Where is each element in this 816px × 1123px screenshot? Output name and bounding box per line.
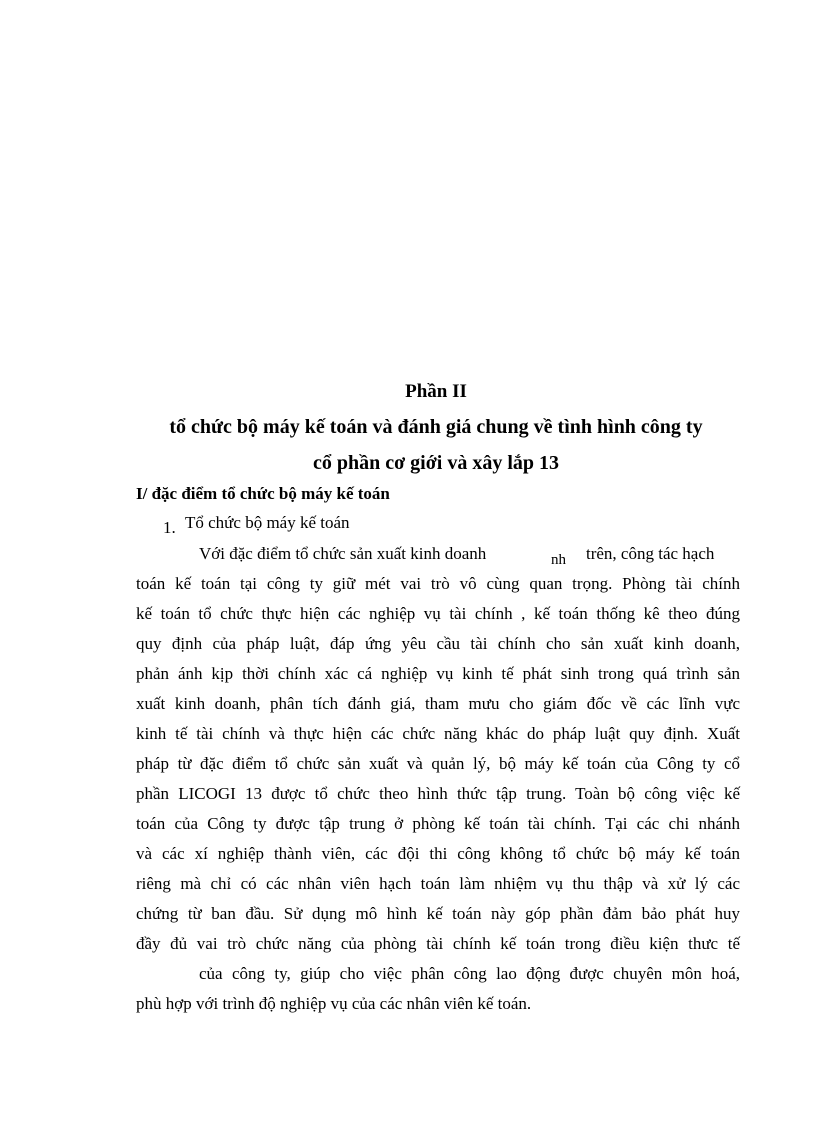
paragraph-line: Với đặc điểm tổ chức sản xuất kinh doanh — [199, 544, 487, 563]
main-title-line-2: cổ phần cơ giới và xây lắp 13 — [312, 452, 560, 474]
paragraph-line: riêng mà chỉ có các nhân viên hạch toán làm nhiệm vụ thu thập và xử lý các — [136, 874, 740, 893]
paragraph-line: và các xí nghiệp thành viên, các đội thi công không tổ chức bộ máy kế toán — [136, 844, 740, 863]
paragraph-line: quy định của pháp luật, đáp ứng yêu cầu tài chính cho sản xuất kinh doanh, — [136, 634, 740, 653]
paragraph-line: chứng từ ban đầu. Sử dụng mô hình kế toán này góp phần đảm bảo phát huy — [136, 904, 740, 923]
paragraph-line: phản ánh kịp thời chính xác cá nghiệp vụ kinh tế phát sinh trong quá trình sản — [136, 664, 740, 683]
paragraph-line: kinh tế tài chính và thực hiện các chức năng khác do pháp luật quy định. Xuất — [136, 724, 740, 743]
list-item-number: 1. — [163, 518, 176, 537]
part-title: Phần II — [405, 381, 467, 402]
paragraph-line: của công ty, giúp cho việc phân công lao động được chuyên môn hoá, — [199, 964, 740, 983]
paragraph-line: phần LICOGI 13 được tổ chức theo hình thức tập trung. Toàn bộ công việc kế — [136, 784, 740, 803]
main-title-line-1: tổ chức bộ máy kế toán và đánh giá chung về tình hình công ty — [169, 416, 703, 438]
list-item-title: Tổ chức bộ máy kế toán — [185, 513, 350, 532]
paragraph-line: kế toán tổ chức thực hiện các nghiệp vụ tài chính , kế toán thống kê theo đúng — [136, 604, 740, 623]
paragraph-line: xuất kinh doanh, phân tích đánh giá, tham mưu cho giám đốc về các lĩnh vực — [136, 694, 740, 713]
paragraph-line: đầy đủ vai trò chức năng của phòng tài chính kế toán trong điều kiện thưc tế — [136, 934, 740, 953]
paragraph-line: toán kế toán tại công ty giữ mét vai trò vô cùng quan trọng. Phòng tài chính — [136, 574, 740, 593]
paragraph-line: pháp từ đặc điểm tổ chức sản xuất và quản lý, bộ máy kế toán của Công ty cổ — [136, 754, 740, 773]
paragraph-fragment: nh — [551, 552, 566, 568]
paragraph-line: phù hợp với trình độ nghiệp vụ của các nhân viên kế toán. — [136, 994, 532, 1013]
section-heading: I/ đặc điểm tổ chức bộ máy kế toán — [136, 484, 390, 503]
paragraph-line: trên, công tác hạch — [586, 544, 715, 563]
paragraph-line: toán của Công ty được tập trung ở phòng kế toán tài chính. Tại các chi nhánh — [136, 814, 740, 833]
